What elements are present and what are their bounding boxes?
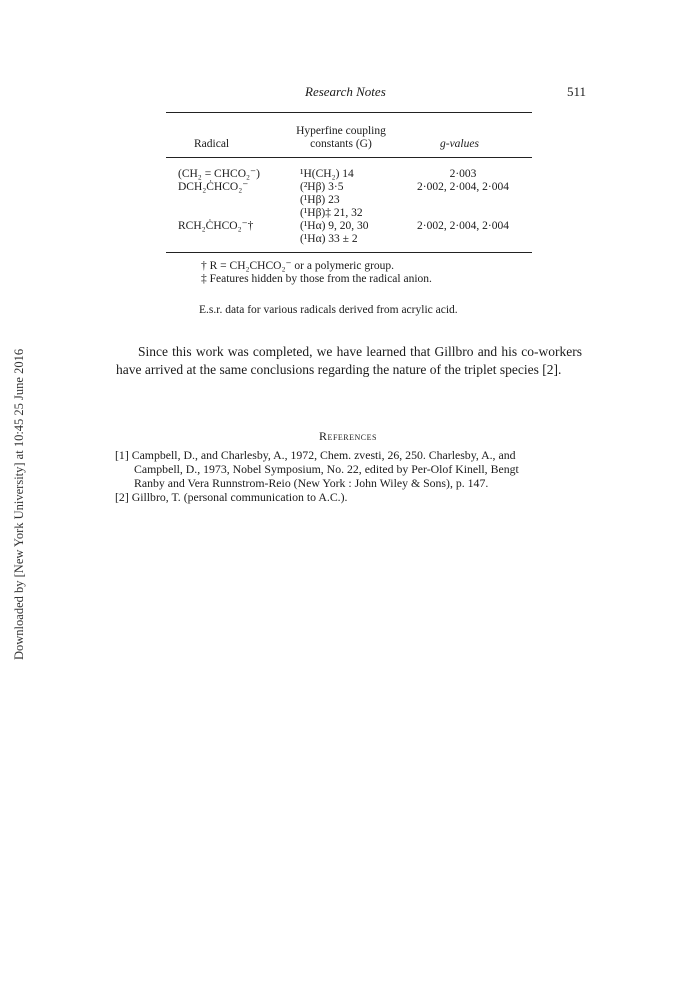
cell-g: 2·003	[449, 168, 477, 180]
table-header	[166, 122, 532, 151]
running-title: Research Notes	[305, 84, 386, 99]
table-row	[166, 168, 532, 181]
cell-hfc: (¹Hβ) 23	[300, 194, 340, 206]
footnote-double-dagger: ‡ Features hidden by those from the radical anion.	[201, 273, 432, 285]
reference-1-line-2: Campbell, D., 1973, Nobel Symposium, No. 22, edited by Per-Olof Kinell, Bengt	[134, 462, 519, 476]
table-row	[166, 181, 532, 194]
download-watermark: Downloaded by [New York University] at 10:45 25 June 2016	[12, 348, 26, 660]
table-body	[166, 168, 532, 267]
header-hyperfine	[266, 125, 416, 151]
reference-2-line-1: [2] Gillbro, T. (personal communication to A.C.).	[115, 490, 348, 504]
cell-hfc: (²Hβ) 3·5	[300, 181, 344, 193]
body-paragraph: Since this work was completed, we have learned that Gillbro and his co-workers have arrived at the same conclusions regarding the nature of the triplet species [2].	[116, 344, 582, 377]
table-header-rule	[166, 157, 532, 158]
cell-hfc: (¹Hα) 9, 20, 30	[300, 220, 369, 232]
cell-g: 2·002, 2·004, 2·004	[417, 220, 509, 232]
running-head	[0, 84, 696, 100]
page-number: 511	[567, 84, 587, 99]
header-radical: Radical	[194, 138, 230, 150]
reference-1-line-3: Ranby and Vera Runnstrom-Reio (New York : John Wiley & Sons), p. 147.	[134, 476, 489, 490]
table-caption: E.s.r. data for various radicals derived from acrylic acid.	[199, 304, 458, 316]
cell-hfc: ¹H(CH₂) 14	[300, 168, 354, 180]
footnote-dagger: † R = CH₂CHCO₂⁻ or a polymeric group.	[201, 260, 395, 272]
cell-g: 2·002, 2·004, 2·004	[417, 181, 509, 193]
cell-radical: (CH₂ = CHCO₂⁻)	[178, 168, 260, 180]
table-row	[166, 207, 532, 220]
references-heading: References	[319, 429, 377, 443]
esr-data-table	[166, 112, 532, 253]
header-g-values: g-values	[440, 138, 479, 150]
table-top-rule	[166, 112, 532, 113]
table-row	[166, 233, 532, 246]
table-row	[166, 194, 532, 207]
reference-1-line-1: [1] Campbell, D., and Charlesby, A., 1972, Chem. zvesti, 26, 250. Charlesby, A., and	[115, 448, 516, 462]
table-row	[166, 220, 532, 233]
cell-hfc: (¹Hα) 33 ± 2	[300, 233, 358, 245]
header-hyperfine-line2: constants (G)	[310, 138, 372, 150]
cell-radical: DCH₂ĊHCO₂⁻	[178, 181, 249, 193]
cell-radical: RCH₂ĊHCO₂⁻†	[178, 220, 254, 232]
cell-hfc: (¹Hβ)‡ 21, 32	[300, 207, 363, 219]
header-hyperfine-line1: Hyperfine coupling	[296, 125, 386, 137]
